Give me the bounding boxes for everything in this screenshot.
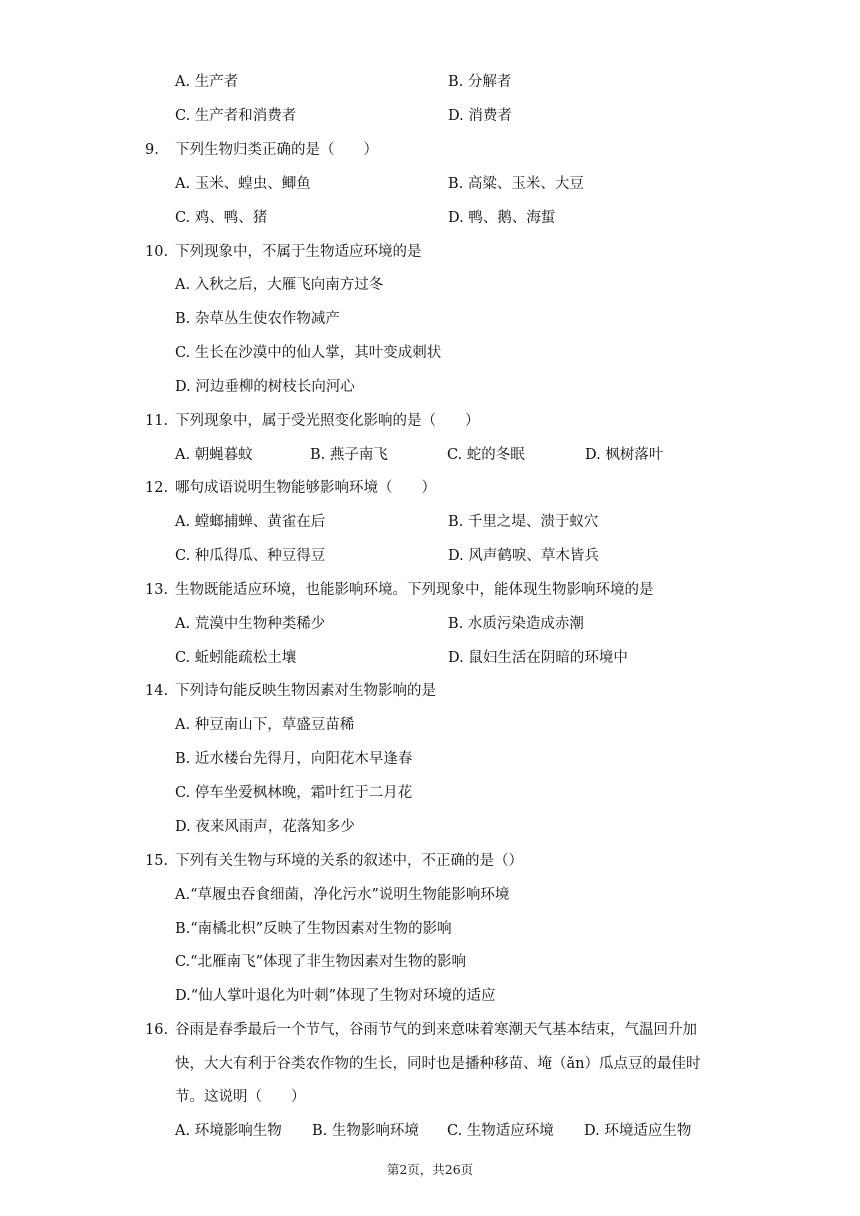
option-text: C. 停车坐爱枫林晚，霜叶红于二月花 bbox=[175, 785, 413, 801]
option-d: D. 消费者 bbox=[448, 108, 512, 124]
options-row bbox=[0, 612, 860, 636]
option-d: D. 环境适应生物 bbox=[584, 1123, 692, 1139]
options-row bbox=[0, 70, 860, 94]
option-d: D. 枫树落叶 bbox=[585, 447, 664, 463]
question-14 bbox=[0, 679, 860, 703]
option-d: D. 鸭、鹅、海蜇 bbox=[448, 210, 556, 226]
option-text: C. 生长在沙漠中的仙人掌，其叶变成刺状 bbox=[175, 345, 442, 361]
question-13 bbox=[0, 578, 860, 602]
question-number: 11. bbox=[145, 413, 169, 429]
option-b: B. 燕子南飞 bbox=[310, 447, 388, 463]
question-text-line: 快，大大有利于谷类农作物的生长，同时也是播种移苗、埯（ǎn）瓜点豆的最佳时 bbox=[175, 1056, 701, 1072]
option-b: B. 千里之堤、溃于蚁穴 bbox=[448, 514, 599, 530]
option-d: D. 风声鹤唳、草木皆兵 bbox=[448, 548, 599, 564]
option-text: D. 夜来风雨声，花落知多少 bbox=[175, 819, 355, 835]
option-a: A. 环境影响生物 bbox=[175, 1123, 282, 1139]
question-number: 13. bbox=[145, 582, 169, 598]
options-row bbox=[0, 443, 860, 467]
question-text: 下列现象中，属于受光照变化影响的是（ ） bbox=[175, 413, 480, 429]
option-a: A. 螳螂捕蝉、黄雀在后 bbox=[175, 514, 326, 530]
options-row bbox=[0, 172, 860, 196]
question-15 bbox=[0, 849, 860, 873]
question-text-line: 节。这说明（ ） bbox=[175, 1089, 306, 1105]
option-c: C. 生物适应环境 bbox=[447, 1123, 554, 1139]
question-number: 9. bbox=[145, 142, 159, 158]
option-text: B. 近水楼台先得月，向阳花木早逢春 bbox=[175, 751, 413, 767]
option-b: B. 生物影响环境 bbox=[312, 1123, 419, 1139]
options-row bbox=[0, 510, 860, 534]
option-c bbox=[0, 341, 860, 365]
option-d bbox=[0, 375, 860, 399]
option-c: C. 生产者和消费者 bbox=[175, 108, 297, 124]
option-a bbox=[0, 883, 860, 907]
option-a bbox=[0, 273, 860, 297]
options-row bbox=[0, 1119, 860, 1143]
option-d: D. 鼠妇生活在阴暗的环境中 bbox=[448, 650, 628, 666]
option-c bbox=[0, 950, 860, 974]
option-text: A. 入秋之后，大雁飞向南方过冬 bbox=[175, 277, 384, 293]
option-text: D. 河边垂柳的树枝长向河心 bbox=[175, 379, 355, 395]
question-text: 生物既能适应环境，也能影响环境。下列现象中，能体现生物影响环境的是 bbox=[175, 582, 654, 598]
option-d bbox=[0, 815, 860, 839]
option-b: B. 高粱、玉米、大豆 bbox=[448, 176, 584, 192]
option-text: B. 杂草丛生使农作物减产 bbox=[175, 311, 340, 327]
option-c: C. 种瓜得瓜、种豆得豆 bbox=[175, 548, 326, 564]
option-b: B. 分解者 bbox=[448, 74, 512, 90]
option-b: B. 水质污染造成赤潮 bbox=[448, 616, 584, 632]
question-10 bbox=[0, 240, 860, 264]
question-number: 12. bbox=[145, 480, 169, 496]
option-text: C.“北雁南飞”体现了非生物因素对生物的影响 bbox=[175, 954, 467, 970]
option-text: D.“仙人掌叶退化为叶刺”体现了生物对环境的适应 bbox=[175, 988, 496, 1004]
question-9 bbox=[0, 138, 860, 162]
page-footer: 第2页，共26页 bbox=[386, 1162, 474, 1177]
question-text: 谷雨是春季最后一个节气，谷雨节气的到来意味着寒潮天气基本结束，气温回升加 bbox=[175, 1022, 697, 1038]
options-row bbox=[0, 206, 860, 230]
option-a bbox=[0, 713, 860, 737]
option-a: A. 朝蝇暮蚊 bbox=[175, 447, 253, 463]
question-text-continued bbox=[0, 1052, 860, 1076]
option-text: A. 种豆南山下，草盛豆苗稀 bbox=[175, 717, 355, 733]
question-text: 下列有关生物与环境的关系的叙述中，不正确的是（） bbox=[175, 853, 523, 869]
question-number: 10. bbox=[145, 244, 169, 260]
question-12 bbox=[0, 476, 860, 500]
option-c: C. 蛇的冬眠 bbox=[447, 447, 525, 463]
option-d bbox=[0, 984, 860, 1008]
question-text: 哪句成语说明生物能够影响环境（ ） bbox=[175, 480, 436, 496]
option-b bbox=[0, 917, 860, 941]
option-a: A. 生产者 bbox=[175, 74, 239, 90]
question-text: 下列现象中，不属于生物适应环境的是 bbox=[175, 244, 422, 260]
option-text: B.“南橘北枳”反映了生物因素对生物的影响 bbox=[175, 921, 452, 937]
question-16 bbox=[0, 1018, 860, 1042]
question-text-continued bbox=[0, 1085, 860, 1109]
question-number: 15. bbox=[145, 853, 169, 869]
option-b bbox=[0, 307, 860, 331]
question-text: 下列生物归类正确的是（ ） bbox=[175, 142, 378, 158]
question-number: 16. bbox=[145, 1022, 169, 1038]
option-a: A. 玉米、蝗虫、鲫鱼 bbox=[175, 176, 311, 192]
option-b bbox=[0, 747, 860, 771]
options-row bbox=[0, 544, 860, 568]
option-text: A.“草履虫吞食细菌，净化污水”说明生物能影响环境 bbox=[175, 887, 510, 903]
question-11 bbox=[0, 409, 860, 433]
option-a: A. 荒漠中生物种类稀少 bbox=[175, 616, 326, 632]
option-c: C. 鸡、鸭、猪 bbox=[175, 210, 268, 226]
option-c bbox=[0, 781, 860, 805]
options-row bbox=[0, 646, 860, 670]
options-row bbox=[0, 104, 860, 128]
question-number: 14. bbox=[145, 683, 169, 699]
question-text: 下列诗句能反映生物因素对生物影响的是 bbox=[175, 683, 436, 699]
option-c: C. 蚯蚓能疏松土壤 bbox=[175, 650, 297, 666]
